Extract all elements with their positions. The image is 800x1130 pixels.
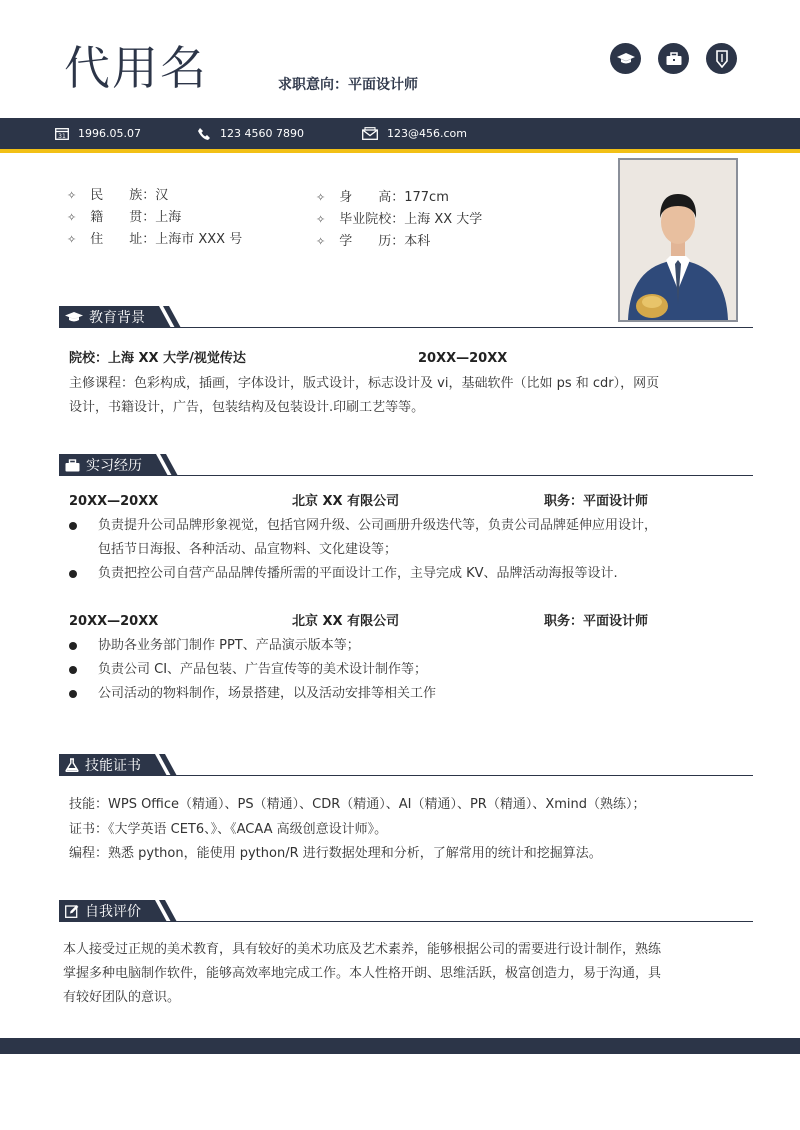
job-bullet-text: 负责把控公司自营产品品牌传播所需的平面设计工作，主导完成 KV、品牌活动海报等设计. bbox=[98, 566, 618, 581]
diamond-bullet-icon: ✧ bbox=[316, 213, 326, 226]
info-label: 身 高： bbox=[339, 190, 405, 205]
phone-icon bbox=[197, 127, 211, 141]
section-title-text: 技能证书 bbox=[85, 758, 141, 774]
bullet-dot bbox=[69, 642, 77, 650]
section-title-text: 实习经历 bbox=[86, 458, 142, 474]
chevron-stripes bbox=[147, 754, 183, 776]
job-role: 职务：平面设计师 bbox=[544, 494, 649, 509]
job-company: 北京 XX 有限公司 bbox=[292, 494, 400, 509]
candidate-name: 代用名 bbox=[64, 41, 208, 95]
bullet-dot bbox=[69, 690, 77, 698]
flask-icon bbox=[65, 758, 79, 772]
graduation-cap-icon bbox=[65, 311, 83, 324]
contact-bar bbox=[0, 118, 800, 149]
info-label: 毕业院校： bbox=[339, 212, 405, 227]
info-value: 177cm bbox=[404, 190, 449, 205]
diamond-bullet-icon: ✧ bbox=[67, 189, 77, 202]
personal-info-left bbox=[67, 185, 242, 251]
phone-text: 123 4560 7890 bbox=[220, 127, 304, 140]
graduation-cap-icon bbox=[610, 43, 641, 74]
info-row bbox=[67, 229, 242, 251]
job-bullet-text: 负责提升公司品牌形象视觉，包括官网升级、公司画册升级迭代等，负责公司品牌延伸应用设计， bbox=[98, 518, 658, 533]
job-period: 20XX—20XX bbox=[69, 614, 159, 629]
footer-bar bbox=[0, 1038, 800, 1054]
info-label: 民 族： bbox=[90, 188, 156, 203]
education-period: 20XX—20XX bbox=[418, 351, 508, 366]
programming-line: 编程：熟悉 python，能使用 python/R 进行数据处理和分析，了解常用的统计和挖掘算法。 bbox=[69, 846, 602, 861]
section-title-skills bbox=[59, 754, 147, 776]
job-bullet-text: 负责公司 CI、产品包装、广告宣传等的美术设计制作等； bbox=[98, 662, 428, 677]
section-title-text: 自我评价 bbox=[85, 904, 141, 920]
briefcase-icon bbox=[658, 43, 689, 74]
bullet-dot bbox=[69, 570, 77, 578]
job-bullet-text: 公司活动的物料制作，场景搭建，以及活动安排等相关工作 bbox=[98, 686, 437, 701]
bullet-dot bbox=[69, 522, 77, 530]
info-row bbox=[316, 209, 482, 231]
job-bullet-text: 协助各业务部门制作 PPT、产品演示版本等； bbox=[98, 638, 360, 653]
section-header bbox=[59, 454, 184, 476]
job-company: 北京 XX 有限公司 bbox=[292, 614, 400, 629]
birthdate-text: 1996.05.07 bbox=[78, 127, 141, 140]
section-self-evaluation bbox=[59, 900, 753, 922]
calendar-icon bbox=[55, 127, 69, 140]
section-skills bbox=[59, 754, 753, 776]
accent-line bbox=[0, 149, 800, 153]
email-icon bbox=[362, 127, 378, 140]
education-courses-line2: 设计，书籍设计，广告，包装结构及包装设计.印刷工艺等等。 bbox=[69, 400, 425, 415]
info-label: 住 址： bbox=[90, 232, 156, 247]
job-role: 职务：平面设计师 bbox=[544, 614, 649, 629]
pen-nib-icon bbox=[706, 43, 737, 74]
section-title-text: 教育背景 bbox=[89, 310, 145, 326]
job-period: 20XX—20XX bbox=[69, 494, 159, 509]
diamond-bullet-icon: ✧ bbox=[67, 211, 77, 224]
self-evaluation-line: 本人接受过正规的美术教育，具有较好的美术功底及艺术素养，能够根据公司的需要进行设计制作，熟练 bbox=[63, 942, 662, 957]
info-row bbox=[316, 187, 482, 209]
self-evaluation-line: 有较好团队的意识。 bbox=[63, 990, 181, 1005]
diamond-bullet-icon: ✧ bbox=[67, 233, 77, 246]
briefcase-icon bbox=[65, 459, 80, 472]
email-text: 123@456.com bbox=[387, 127, 467, 140]
header-icons bbox=[610, 43, 737, 74]
job-intent: 求职意向：平面设计师 bbox=[278, 77, 418, 93]
education-courses-line1: 主修课程：色彩构成，插画，字体设计，版式设计，标志设计及 vi，基础软件（比如 ps 和 cdr），网页 bbox=[69, 376, 660, 391]
phone-item bbox=[197, 118, 304, 149]
info-label: 籍 贯： bbox=[90, 210, 156, 225]
section-header bbox=[59, 306, 187, 328]
info-value: 上海 bbox=[155, 210, 182, 225]
personal-info-right bbox=[316, 187, 482, 253]
svg-text:31: 31 bbox=[58, 133, 66, 140]
birthdate-item bbox=[55, 118, 141, 149]
self-evaluation-line: 掌握多种电脑制作软件，能够高效率地完成工作。本人性格开朗、思维活跃，极富创造力，易于沟通，具 bbox=[63, 966, 662, 981]
info-row bbox=[67, 207, 242, 229]
section-title-self bbox=[59, 900, 147, 922]
info-row bbox=[67, 185, 242, 207]
bullet-dot bbox=[69, 666, 77, 674]
chevron-stripes bbox=[151, 306, 187, 328]
info-row bbox=[316, 231, 482, 253]
chevron-stripes bbox=[148, 454, 184, 476]
info-label: 学 历： bbox=[339, 234, 405, 249]
section-education bbox=[59, 306, 753, 328]
edit-icon bbox=[65, 904, 79, 918]
education-school: 院校：上海 XX 大学/视觉传达 bbox=[69, 351, 246, 366]
section-internship bbox=[59, 454, 753, 476]
info-value: 本科 bbox=[404, 234, 431, 249]
info-value: 上海市 XXX 号 bbox=[155, 232, 243, 247]
section-title-internship bbox=[59, 454, 148, 476]
chevron-stripes bbox=[147, 900, 183, 922]
section-header bbox=[59, 754, 183, 776]
section-header bbox=[59, 900, 183, 922]
section-title-education bbox=[59, 306, 151, 328]
info-value: 上海 XX 大学 bbox=[404, 212, 483, 227]
profile-photo bbox=[618, 158, 738, 322]
skills-line: 技能：WPS Office（精通）、PS（精通）、CDR（精通）、AI（精通）、PR（精通）、Xmind（熟练）； bbox=[69, 797, 646, 812]
diamond-bullet-icon: ✧ bbox=[316, 191, 326, 204]
email-item bbox=[362, 118, 467, 149]
certificates-line: 证书：《大学英语 CET6、》、《ACAA 高级创意设计师》。 bbox=[69, 822, 388, 837]
diamond-bullet-icon: ✧ bbox=[316, 235, 326, 248]
job-bullet-text: 包括节日海报、各种活动、品宣物料、文化建设等； bbox=[98, 542, 398, 557]
info-value: 汉 bbox=[155, 188, 169, 203]
